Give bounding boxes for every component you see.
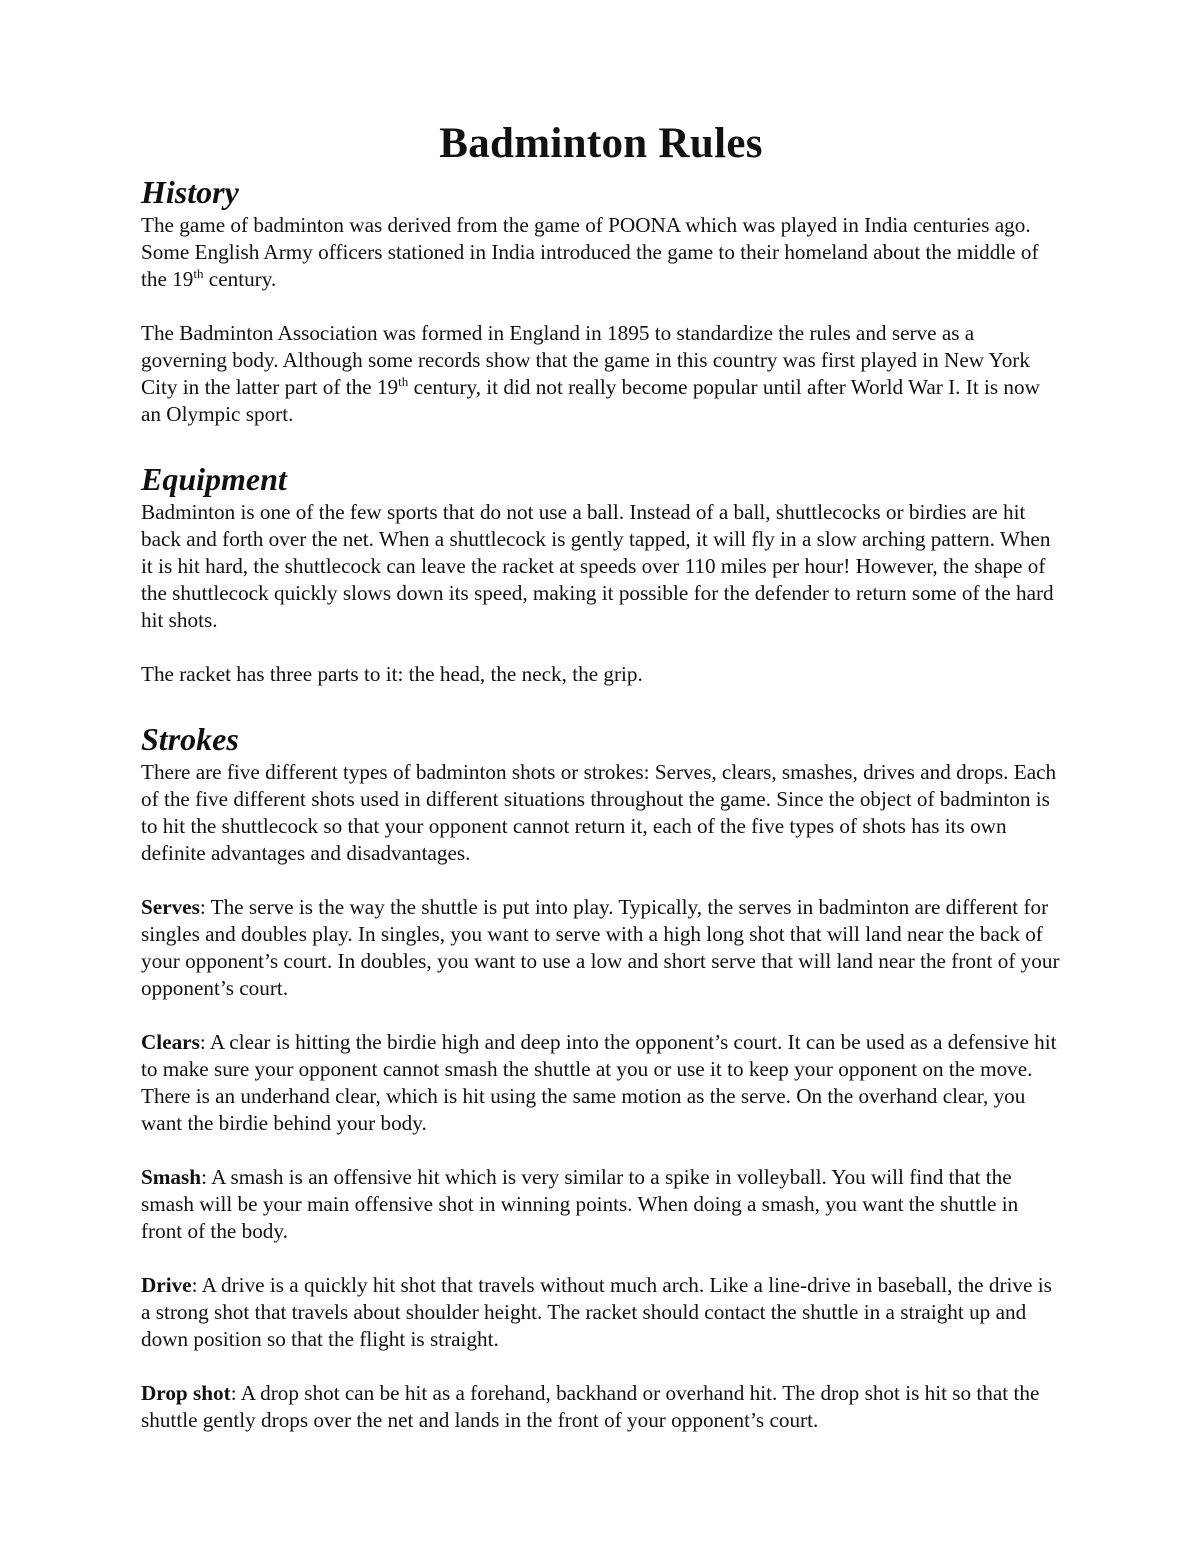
equipment-paragraph-2: The racket has three parts to it: the head, the neck, the grip. [141,661,643,686]
smash-text: : A smash is an offensive hit which is very similar to a spike in volleyball. You will find that the smash will be your main offensive shot in winning points. When doing a smash, you want the shuttle in front of the body. [141,1164,1019,1243]
dropshot-text: : A drop shot can be hit as a forehand, backhand or overhand hit. The drop shot is hit so that the shuttle gently drops over the net and lands in the front of your opponent’s court. [141,1380,1040,1432]
drive-term: Drive [141,1272,192,1297]
clears-term: Clears [141,1029,200,1054]
history-p1-superscript: th [193,265,204,281]
serves-text: : The serve is the way the shuttle is put into play. Typically, the serves in badminton are different for singles and doubles play. In singles, you want to serve with a high long shot that will land near the back of your opponent’s court. In doubles, you want to use a low and short serve that will land near the front of your opponent’s court. [141,894,1060,1000]
history-p2-text: The Badminton Association was formed in England in 1895 to standardize the rules and serve as a governing body. Although some records show that the game in this country was first played in New York City in the latter part of the 19 [141,320,1030,399]
clears-text: : A clear is hitting the birdie high and deep into the opponent’s court. It can be used as a defensive hit to make sure your opponent cannot smash the shuttle at you or use it to keep your opponent on the move. There is an underhand clear, which is hit using the same motion as the serve. On the overhand clear, you want the birdie behind your body. [141,1029,1057,1135]
strokes-intro: There are five different types of badminton shots or strokes: Serves, clears, smashes, drives and drops. Each of the five different shots used in different situations throughout the game. Since the object of badminton is to hit the shuttlecock so that your opponent cannot return it, each of the five types of shots has its own definite advantages and disadvantages. [141,759,1057,865]
history-p2-text-end: century, it did not really become popular until after World War I. It is now an Olympic sport. [141,374,1040,426]
dropshot-term: Drop shot [141,1380,231,1405]
history-heading: History [141,173,239,210]
equipment-heading: Equipment [141,460,287,497]
history-paragraph-2 [141,320,1061,428]
history-paragraph-1 [141,212,1061,293]
drive-paragraph [141,1272,1061,1353]
smash-term: Smash [141,1164,202,1189]
history-p2-superscript: th [398,373,409,389]
dropshot-paragraph [141,1380,1061,1434]
document-page [141,118,1061,1434]
history-p1-text: The game of badminton was derived from the game of POONA which was played in India centuries ago. Some English Army officers stationed in India introduced the game to their homeland about the middle of the 19 [141,212,1039,291]
serves-paragraph [141,894,1061,1002]
page-title: Badminton Rules [439,120,763,167]
clears-paragraph [141,1029,1061,1137]
history-section [141,172,1061,428]
strokes-heading: Strokes [141,720,239,757]
drive-text: : A drive is a quickly hit shot that travels without much arch. Like a line-drive in baseball, the drive is a strong shot that travels about shoulder height. The racket should contact the shuttle in a straight up and down position so that the flight is straight. [141,1272,1052,1351]
history-p1-text-end: century. [203,266,277,291]
equipment-section [141,459,1061,688]
smash-paragraph [141,1164,1061,1245]
serves-term: Serves [141,894,200,919]
equipment-paragraph-1: Badminton is one of the few sports that do not use a ball. Instead of a ball, shuttlecocks or birdies are hit back and forth over the net. When a shuttlecock is gently tapped, it will fly in a slow arching pattern. When it is hit hard, the shuttlecock can leave the racket at speeds over 110 miles per hour! However, the shape of the shuttlecock quickly slows down its speed, making it possible for the defender to return some of the hard hit shots. [141,499,1054,632]
strokes-section [141,719,1061,1434]
